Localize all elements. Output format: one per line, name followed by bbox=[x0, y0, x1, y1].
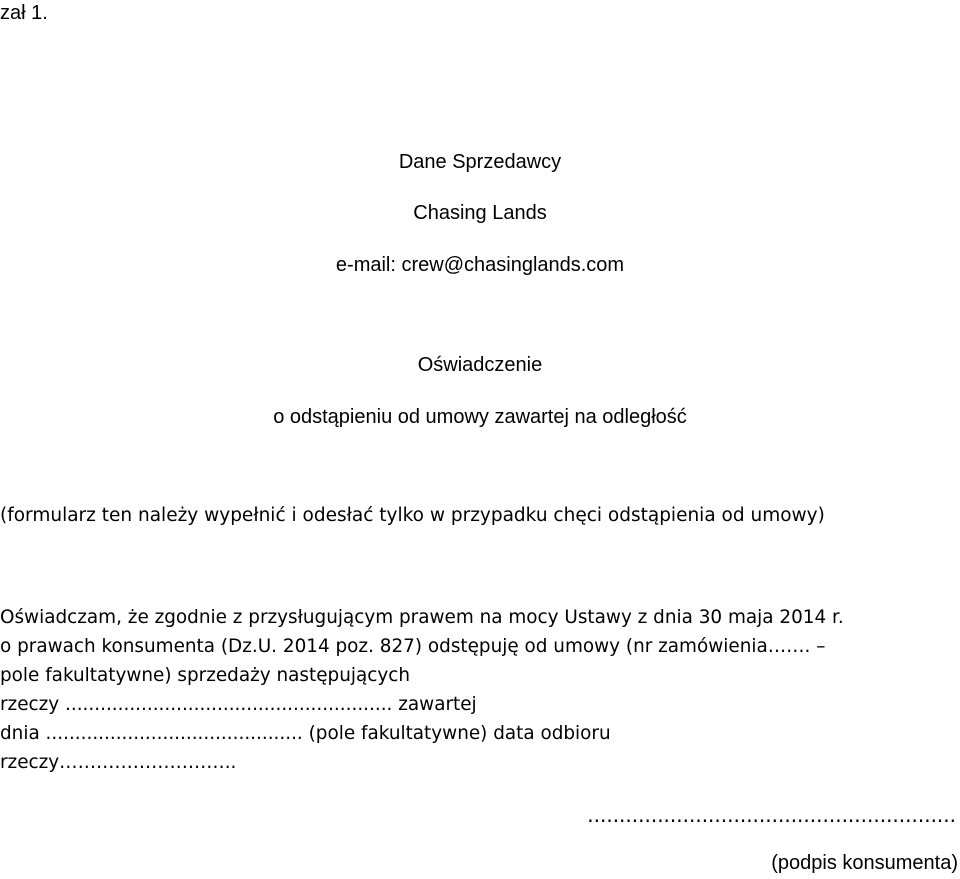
declaration-line: rzeczy ........................................................ zawartej bbox=[0, 694, 477, 715]
declaration-line: rzeczy……………………….. bbox=[0, 752, 237, 773]
signature-caption: (podpis konsumenta) bbox=[771, 852, 958, 874]
form-note: (formularz ten należy wypełnić i odesłać tylko w przypadku chęci odstąpienia od umowy) bbox=[0, 505, 825, 526]
seller-email: e-mail: crew@chasinglands.com bbox=[335, 254, 625, 276]
seller-name: Chasing Lands bbox=[413, 202, 547, 224]
declaration-line: dnia ............................................ (pole fakultatywne) data odbioru bbox=[0, 723, 611, 744]
document-title: Oświadczenie bbox=[417, 354, 543, 376]
attachment-label: zał 1. bbox=[0, 2, 48, 24]
declaration-line: pole fakultatywne) sprzedaży następujących bbox=[0, 665, 411, 686]
declaration-line: Oświadczam, że zgodnie z przysługującym prawem na mocy Ustawy z dnia 30 maja 2014 r. bbox=[0, 607, 844, 628]
declaration-text bbox=[0, 603, 960, 777]
declaration-line: o prawach konsumenta (Dz.U. 2014 poz. 827) odstępuję od umowy (nr zamówienia……. – bbox=[0, 636, 826, 657]
seller-heading: Dane Sprzedawcy bbox=[398, 151, 562, 173]
document-subtitle: o odstąpieniu od umowy zawartej na odległość bbox=[273, 406, 687, 428]
signature-line: .......................................................... bbox=[587, 803, 956, 827]
